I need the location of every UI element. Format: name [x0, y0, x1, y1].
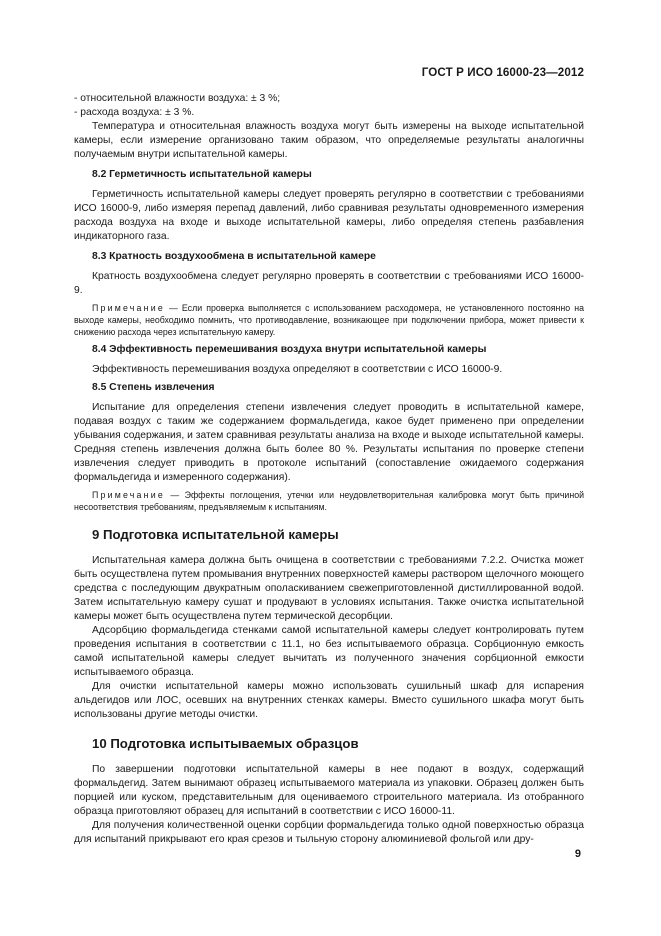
- list-item-humidity: - относительной влажности воздуха: ± 3 %;: [74, 93, 281, 104]
- section-8-3-title: 8.3 Кратность воздухообмена в испытательной камере: [92, 251, 376, 262]
- section-9-paragraph-3: Для очистки испытательной камеры можно использовать сушильный шкаф для испарения альдегидов или ЛОС, осевших на внутренних стенках камеры. Вместо сушильного шкафа могут быть использованы другие методы очистки.: [74, 681, 584, 720]
- section-8-3-note: [74, 302, 584, 338]
- section-8-4-text: Эффективность перемешивания воздуха определяют в соответствии с ИСО 16000-9.: [92, 364, 503, 375]
- note-text: Эффекты поглощения, утечки или неудовлетворительная калибровка могут быть причиной несоответствия требованиям, предъявляемым к испытаниям.: [74, 490, 585, 512]
- section-8-2-text: Герметичность испытательной камеры следует проверять регулярно в соответствии с требованиями ИСО 16000-9, либо измеряя перепад давлений, либо сравнивая результаты одновременного измерения расхода воздуха на входе и выходе испытательной камеры, либо определяя степень разбавления индикаторного газа.: [74, 189, 584, 242]
- page-content: [74, 92, 584, 847]
- list-item-airflow: - расхода воздуха: ± 3 %.: [74, 107, 195, 118]
- note-label: Примечание: [92, 490, 165, 500]
- section-10-paragraph-1: По завершении подготовки испытательной камеры в нее подают в воздух, содержащий формальдегид. Затем вынимают образец испытываемого материала из упаковки. Образец должен быть порцией или куском, представительным для оцениваемого строительного материала. Из отобранного образца приготовляют образец для испытаний в соответствии с ИСО 16000-11.: [74, 764, 584, 817]
- section-8-5-note: [74, 489, 584, 513]
- section-8-2-title: 8.2 Герметичность испытательной камеры: [92, 169, 312, 180]
- page-number: 9: [574, 848, 581, 860]
- note-dash: —: [164, 490, 185, 500]
- section-8-4-title: 8.4 Эффективность перемешивания воздуха внутри испытательной камеры: [92, 344, 487, 355]
- note-dash: —: [164, 303, 182, 313]
- section-9-paragraph-1: Испытательная камера должна быть очищена в соответствии с требованиями 7.2.2. Очистка может быть осуществлена путем промывания внутренних поверхностей камеры раствором щелочного моющего средства с последующим двукратным ополаскиванием свежеприготовленной дистиллированной водой. Затем испытательную камеру сушат и продувают в условиях испытания. Также очистка испытательной камеры может быть осуществлена путем термической десорбции.: [74, 555, 584, 622]
- section-9-paragraph-2: Адсорбцию формальдегида стенками самой испытательной камеры следует контролировать путем проведения испытания в соответствии с 11.1, но без испытываемого образца. Сорбционную емкость самой испытательной камеры следует вычитать из полученного значения сорбционной емкости испытываемого образца.: [74, 625, 584, 678]
- standard-header: ГОСТ Р ИСО 16000-23—2012: [421, 66, 584, 79]
- section-10-title: 10 Подготовка испытываемых образцов: [92, 736, 359, 751]
- section-8-5-title: 8.5 Степень извлечения: [92, 382, 215, 393]
- note-text: Если проверка выполняется с использованием расходомера, не установленного постоянно на выходе камеры, необходимо помнить, что противодавление, возникающее при подключении прибора, может привести к снижению расхода через испытательную камеру.: [74, 303, 584, 337]
- section-8-5-text: Испытание для определения степени извлечения следует проводить в испытательной камере, подавая воздух с таким же содержанием формальдегида, какое будет применено при определении убывания содержания, и затем сравнивая результаты анализа на входе и выходе испытательной камеры. Средняя степень извлечения должна быть более 80 %. Результаты испытания по проверке степени извлечения следует приводить в протоколе испытаний (сопоставление ожидаемого содержания формальдегида и измеренного содержания).: [74, 402, 584, 483]
- note-label: Примечание: [92, 303, 165, 313]
- section-9-title: 9 Подготовка испытательной камеры: [92, 527, 339, 542]
- paragraph-temperature: Температура и относительная влажность воздуха могут быть измерены на выходе испытательной камеры, если измерение организовано таким образом, что определяемые результаты аналогичны получаемым внутри испытательной камеры.: [74, 121, 584, 160]
- section-10-paragraph-2: Для получения количественной оценки сорбции формальдегида только одной поверхностью образца для испытаний прикрывают его края срезов и тыльную сторону алюминиевой фольгой или дру-: [74, 820, 584, 845]
- section-8-3-text: Кратность воздухообмена следует регулярно проверять в соответствии с требованиями ИСО 16000-9.: [74, 271, 584, 296]
